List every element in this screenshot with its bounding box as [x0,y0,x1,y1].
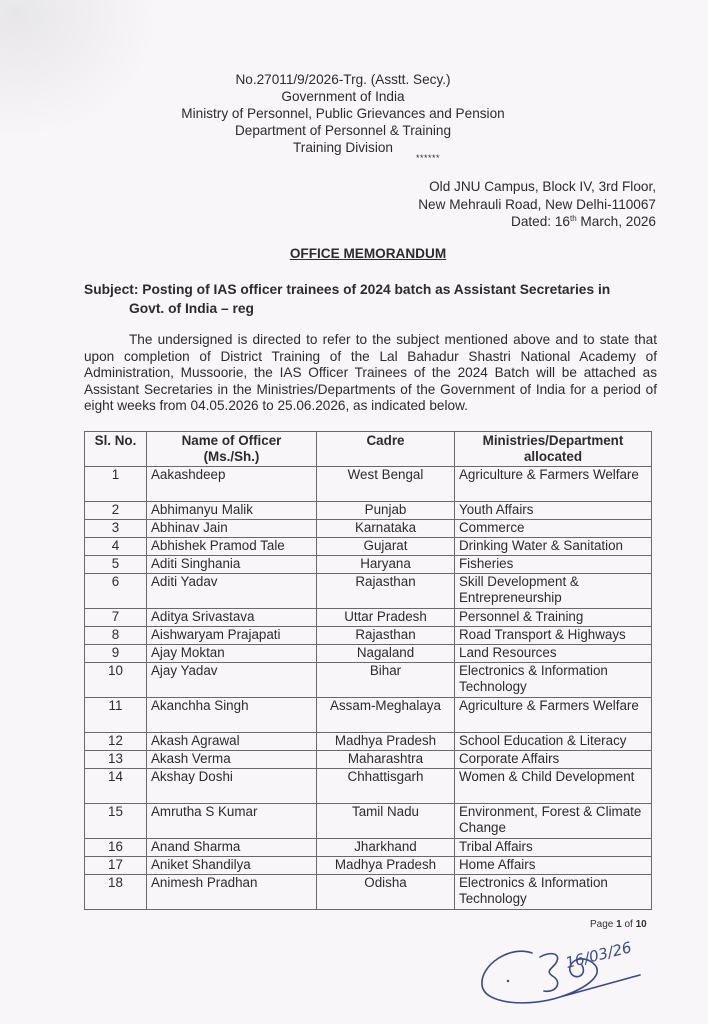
header-sl-no-label: Sl. No. [94,433,137,448]
cell-sl: 16 [85,839,147,857]
cell-sl: 15 [85,804,147,839]
cell-sl: 9 [85,645,147,663]
office-address [418,178,656,231]
cell-sl: 11 [85,698,147,733]
date-prefix: Dated: 16 [511,214,570,229]
address-line-1: Old JNU Campus, Block IV, 3rd Floor, [429,179,656,194]
body-paragraph: The undersigned is directed to refer to the subject mentioned above and to state that upon completion of District Training of the Lal Bahadur Shastri National Academy of Administration, Mussoorie, the IAS Officer Trainees of the 2024 Batch will be attached as Assistant Secretaries in the Ministries/Departments of the Government of India for a period of eight weeks from 04.05.2026 to 25.06.2026, as indicated below. [84,332,657,414]
department-name: Department of Personnel & Training [234,123,452,138]
reference-number: No.27011/9/2026-Trg. (Asstt. Secy.) [235,72,451,87]
cell-sl: 2 [85,502,147,520]
header-name-sublabel: (Ms./Sh.) [203,449,260,464]
cell-ministry: Environment, Forest & Climate Change [455,804,652,839]
signature-icon [470,935,670,1015]
cell-ministry: School Education & Literacy [455,733,652,751]
table-row [85,520,652,538]
cell-name: Akshay Doshi [147,769,317,804]
cell-cadre: Rajasthan [317,627,455,645]
table-row [85,875,652,910]
cell-ministry: Skill Development & Entrepreneurship [455,574,652,609]
page-number [590,919,647,930]
table-row [85,556,652,574]
cell-cadre: Tamil Nadu [317,804,455,839]
cell-name: Abhimanyu Malik [147,502,317,520]
cell-cadre: Maharashtra [317,751,455,769]
table-row [85,502,652,520]
cell-ministry: Personnel & Training [455,609,652,627]
table-row [85,733,652,751]
cell-name: Aishwaryam Prajapati [147,627,317,645]
table-row [85,645,652,663]
cell-cadre: Haryana [317,556,455,574]
cell-cadre: Madhya Pradesh [317,857,455,875]
cell-cadre: Assam-Meghalaya [317,698,455,733]
cell-cadre: Odisha [317,875,455,910]
subject-line-1: Subject: Posting of IAS officer trainees of 2024 batch as Assistant Secretaries in [84,282,611,297]
header-cadre [317,432,455,467]
cell-sl: 5 [85,556,147,574]
cell-cadre: Nagaland [317,645,455,663]
cell-name: Aditi Singhania [147,556,317,574]
signature-date: 16/03/26 [563,938,634,972]
cell-name: Aniket Shandilya [147,857,317,875]
cell-name: Animesh Pradhan [147,875,317,910]
cell-ministry: Land Resources [455,645,652,663]
header-ministry [455,432,652,467]
separator-stars: ****** [415,153,440,163]
cell-cadre: Chhattisgarh [317,769,455,804]
header-sl-no [85,432,147,467]
cell-name: Abhinav Jain [147,520,317,538]
government-name: Government of India [281,89,405,104]
table-row [85,804,652,839]
cell-cadre: Madhya Pradesh [317,733,455,751]
cell-sl: 12 [85,733,147,751]
cell-name: Akash Agrawal [147,733,317,751]
cell-cadre: Bihar [317,663,455,698]
table-row [85,769,652,804]
cell-name: Amrutha S Kumar [147,804,317,839]
cell-cadre: Rajasthan [317,574,455,609]
table-row [85,839,652,857]
cell-name: Aditya Srivastava [147,609,317,627]
cell-name: Ajay Yadav [147,663,317,698]
cell-sl: 10 [85,663,147,698]
cell-ministry: Electronics & Information Technology [455,875,652,910]
ministry-name: Ministry of Personnel, Public Grievances and Pension [181,106,505,121]
cell-ministry: Agriculture & Farmers Welfare [455,698,652,733]
cell-name: Akanchha Singh [147,698,317,733]
cell-sl: 6 [85,574,147,609]
date-ordinal: th [569,214,577,223]
page-current: 1 [616,919,622,930]
page-prefix: Page [590,919,617,930]
cell-cadre: Punjab [317,502,455,520]
page-total: 10 [635,919,647,930]
cell-ministry: Agriculture & Farmers Welfare [455,467,652,502]
cell-name: Akash Verma [147,751,317,769]
header-ministry-sublabel: allocated [523,449,583,464]
date-line [418,213,656,231]
table-row [85,609,652,627]
header-name-label: Name of Officer [181,433,282,448]
table-row [85,857,652,875]
header-cadre-label: Cadre [366,433,405,448]
cell-name: Abhishek Pramod Tale [147,538,317,556]
cell-cadre: Gujarat [317,538,455,556]
memo-title: OFFICE MEMORANDUM [289,246,447,261]
cell-ministry: Drinking Water & Sanitation [455,538,652,556]
cell-sl: 4 [85,538,147,556]
table-row [85,663,652,698]
cell-ministry: Fisheries [455,556,652,574]
table-row [85,538,652,556]
cell-ministry: Commerce [455,520,652,538]
header-ministry-label: Ministries/Department [482,433,624,448]
cell-cadre: West Bengal [317,467,455,502]
cell-name: Ajay Moktan [147,645,317,663]
address-line-2: New Mehrauli Road, New Delhi-110067 [418,196,656,212]
subject-line [84,280,664,318]
cell-sl: 13 [85,751,147,769]
officer-posting-table [84,431,652,910]
cell-name: Aakashdeep [147,467,317,502]
cell-ministry: Women & Child Development [455,769,652,804]
cell-ministry: Corporate Affairs [455,751,652,769]
cell-ministry: Road Transport & Highways [455,627,652,645]
cell-cadre: Uttar Pradesh [317,609,455,627]
table-row [85,751,652,769]
cell-ministry: Youth Affairs [455,502,652,520]
table-row [85,627,652,645]
header-name [147,432,317,467]
cell-sl: 1 [85,467,147,502]
cell-ministry: Electronics & Information Technology [455,663,652,698]
cell-sl: 14 [85,769,147,804]
cell-sl: 3 [85,520,147,538]
letterhead [0,71,708,163]
date-suffix: March, 2026 [576,214,656,229]
cell-ministry: Tribal Affairs [455,839,652,857]
page-of: of [621,919,636,930]
cell-sl: 17 [85,857,147,875]
table-header-row [85,432,652,467]
table-row [85,574,652,609]
cell-ministry: Home Affairs [455,857,652,875]
division-name: Training Division [293,140,393,155]
subject-line-2: Govt. of India – reg [129,301,254,316]
table-row [85,698,652,733]
table-row [85,467,652,502]
cell-name: Aditi Yadav [147,574,317,609]
cell-sl: 7 [85,609,147,627]
cell-sl: 18 [85,875,147,910]
cell-name: Anand Sharma [147,839,317,857]
cell-cadre: Jharkhand [317,839,455,857]
cell-cadre: Karnataka [317,520,455,538]
cell-sl: 8 [85,627,147,645]
